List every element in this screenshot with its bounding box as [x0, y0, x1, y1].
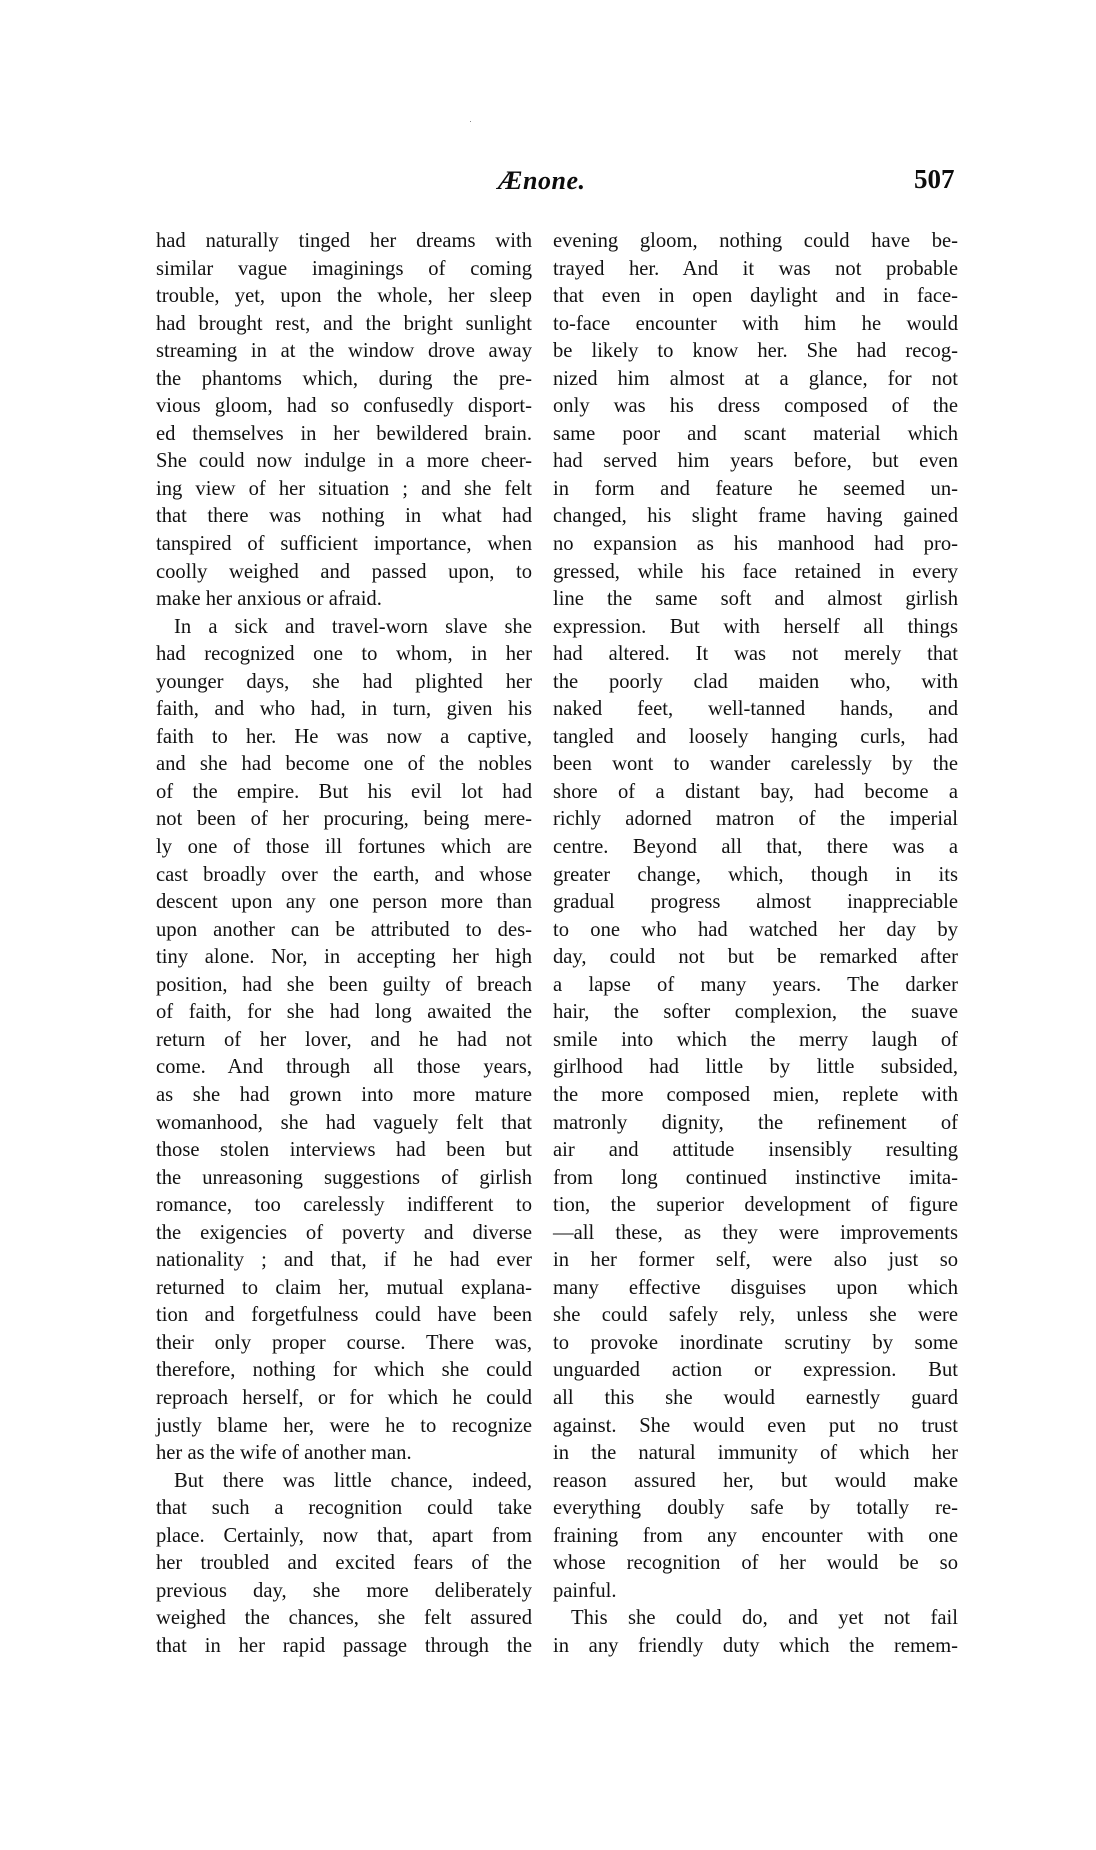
text-line: smile into which the merry laugh of [553, 1028, 958, 1051]
text-line: painful. [553, 1579, 617, 1602]
text-line: justly blame her, were he to recognize [156, 1414, 532, 1437]
text-line: ly one of those ill fortunes which are [156, 836, 532, 859]
text-line: whose recognition of her would be so [553, 1552, 958, 1575]
text-line: ed themselves in her bewildered brain. [156, 422, 532, 445]
text-line: that such a recognition could take [156, 1497, 532, 1520]
text-line: shore of a distant bay, had become a [553, 780, 958, 803]
text-line: reproach herself, or for which he could [156, 1386, 532, 1409]
text-line: not been of her procuring, being mere- [156, 808, 532, 831]
text-line: hair, the softer complexion, the suave [553, 1001, 958, 1024]
text-line: naked feet, well-tanned hands, and [553, 698, 958, 721]
text-line: had brought rest, and the bright sunlight [156, 312, 532, 335]
text-line: no expansion as his manhood had pro- [553, 533, 958, 556]
text-line: tanspired of sufficient importance, when [156, 533, 532, 556]
text-line: expression. But with herself all things [553, 615, 958, 638]
text-line: that there was nothing in what had [156, 505, 532, 528]
text-line: come. And through all those years, [156, 1056, 532, 1079]
text-line: faith, and who had, in turn, given his [156, 698, 532, 721]
text-line: that even in open daylight and in face- [553, 285, 958, 308]
text-line: evening gloom, nothing could have be- [553, 230, 958, 252]
text-line: descent upon any one person more than [156, 891, 532, 914]
text-line: had served him years before, but even [553, 450, 958, 473]
scan-speck [470, 121, 471, 122]
text-line: only was his dress composed of the [553, 395, 958, 418]
text-line: air and attitude insensibly resulting [553, 1139, 958, 1162]
running-head-title: Ænone. [498, 166, 586, 195]
text-line: those stolen interviews had been but [156, 1139, 532, 1162]
text-line: against. She would even put no trust [553, 1414, 958, 1437]
text-line: return of her lover, and he had not [156, 1028, 532, 1051]
text-line: of the empire. But his evil lot had [156, 780, 532, 803]
text-line: her as the wife of another man. [156, 1442, 412, 1465]
text-line: cast broadly over the earth, and whose [156, 863, 532, 886]
text-line: But there was little chance, indeed, [174, 1469, 532, 1492]
text-line: younger days, she had plighted her [156, 670, 532, 693]
text-line: been wont to wander carelessly by the [553, 753, 958, 776]
text-line: position, had she been guilty of breach [156, 973, 532, 996]
text-line: gradual progress almost inappreciable [553, 891, 958, 914]
text-line: the unreasoning suggestions of girlish [156, 1166, 532, 1189]
text-line: a lapse of many years. The darker [553, 973, 958, 996]
text-line: the exigencies of poverty and diverse [156, 1221, 532, 1244]
text-line: vious gloom, had so confusedly disport- [156, 395, 532, 418]
text-line: richly adorned matron of the imperial [553, 808, 958, 831]
text-line: unguarded action or expression. But [553, 1359, 958, 1382]
text-line: tion and forgetfulness could have been [156, 1304, 532, 1327]
text-line: be likely to know her. She had recog- [553, 340, 958, 363]
text-column-left [156, 228, 532, 1660]
text-line: that in her rapid passage through the [156, 1634, 532, 1657]
text-line: ing view of her situation ; and she felt [156, 477, 532, 500]
text-line: from long continued instinctive imita- [553, 1166, 958, 1189]
text-line: tion, the superior development of figure [553, 1194, 958, 1217]
text-line: gressed, while his face retained in every [553, 560, 958, 583]
text-line: all this she would earnestly guard [553, 1386, 958, 1409]
text-line: and she had become one of the nobles [156, 753, 532, 776]
text-column-right [553, 228, 958, 1660]
text-line: many effective disguises upon which [553, 1276, 958, 1299]
text-line: in the natural immunity of which her [553, 1442, 958, 1465]
text-line: had naturally tinged her dreams with [156, 230, 532, 252]
text-line: womanhood, she had vaguely felt that [156, 1111, 532, 1134]
text-line: the poorly clad maiden who, with [553, 670, 958, 693]
text-line: to-face encounter with him he would [553, 312, 958, 335]
text-line: similar vague imaginings of coming [156, 257, 532, 280]
text-line: place. Certainly, now that, apart from [156, 1524, 532, 1547]
text-line: as she had grown into more mature [156, 1083, 532, 1106]
text-line: her troubled and excited fears of the [156, 1552, 532, 1575]
text-line: to provoke inordinate scrutiny by some [553, 1331, 958, 1354]
text-line: changed, his slight frame having gained [553, 505, 958, 528]
text-line: matronly dignity, the refinement of [553, 1111, 958, 1134]
text-line: streaming in at the window drove away [156, 340, 532, 363]
text-line: upon another can be attributed to des- [156, 918, 532, 941]
text-line: trayed her. And it was not probable [553, 257, 958, 280]
text-line: their only proper course. There was, [156, 1331, 532, 1354]
text-line: nationality ; and that, if he had ever [156, 1249, 532, 1272]
text-line: therefore, nothing for which she could [156, 1359, 532, 1382]
text-line: make her anxious or afraid. [156, 588, 382, 611]
text-line: she could safely rely, unless she were [553, 1304, 958, 1327]
text-line: in her former self, were also just so [553, 1249, 958, 1272]
text-line: had recognized one to whom, in her [156, 643, 532, 666]
text-line: previous day, she more deliberately [156, 1579, 532, 1602]
text-line: faith to her. He was now a captive, [156, 725, 532, 748]
text-line: everything doubly safe by totally re- [553, 1497, 958, 1520]
text-line: nized him almost at a glance, for not [553, 367, 958, 390]
text-line: had altered. It was not merely that [553, 643, 958, 666]
text-line: centre. Beyond all that, there was a [553, 836, 958, 859]
page-number: 507 [914, 164, 955, 194]
text-line: —all these, as they were improvements [553, 1221, 958, 1244]
text-line: same poor and scant material which [553, 422, 958, 445]
text-line: weighed the chances, she felt assured [156, 1607, 532, 1630]
text-line: In a sick and travel-worn slave she [174, 615, 532, 638]
text-line: in any friendly duty which the remem- [553, 1634, 958, 1657]
text-line: returned to claim her, mutual explana- [156, 1276, 532, 1299]
text-line: reason assured her, but would make [553, 1469, 958, 1492]
text-line: She could now indulge in a more cheer- [156, 450, 532, 473]
text-line: romance, too carelessly indifferent to [156, 1194, 532, 1217]
text-line: This she could do, and yet not fail [571, 1607, 958, 1630]
text-line: coolly weighed and passed upon, to [156, 560, 532, 583]
text-line: tiny alone. Nor, in accepting her high [156, 946, 532, 969]
text-line: fraining from any encounter with one [553, 1524, 958, 1547]
text-line: greater change, which, though in its [553, 863, 958, 886]
text-line: the phantoms which, during the pre- [156, 367, 532, 390]
text-line: to one who had watched her day by [553, 918, 958, 941]
text-line: tangled and loosely hanging curls, had [553, 725, 958, 748]
text-line: girlhood had little by little subsided, [553, 1056, 958, 1079]
text-line: the more composed mien, replete with [553, 1083, 958, 1106]
text-line: day, could not but be remarked after [553, 946, 958, 969]
text-line: line the same soft and almost girlish [553, 588, 958, 611]
text-line: of faith, for she had long awaited the [156, 1001, 532, 1024]
text-line: trouble, yet, upon the whole, her sleep [156, 285, 532, 308]
text-line: in form and feature he seemed un- [553, 477, 958, 500]
